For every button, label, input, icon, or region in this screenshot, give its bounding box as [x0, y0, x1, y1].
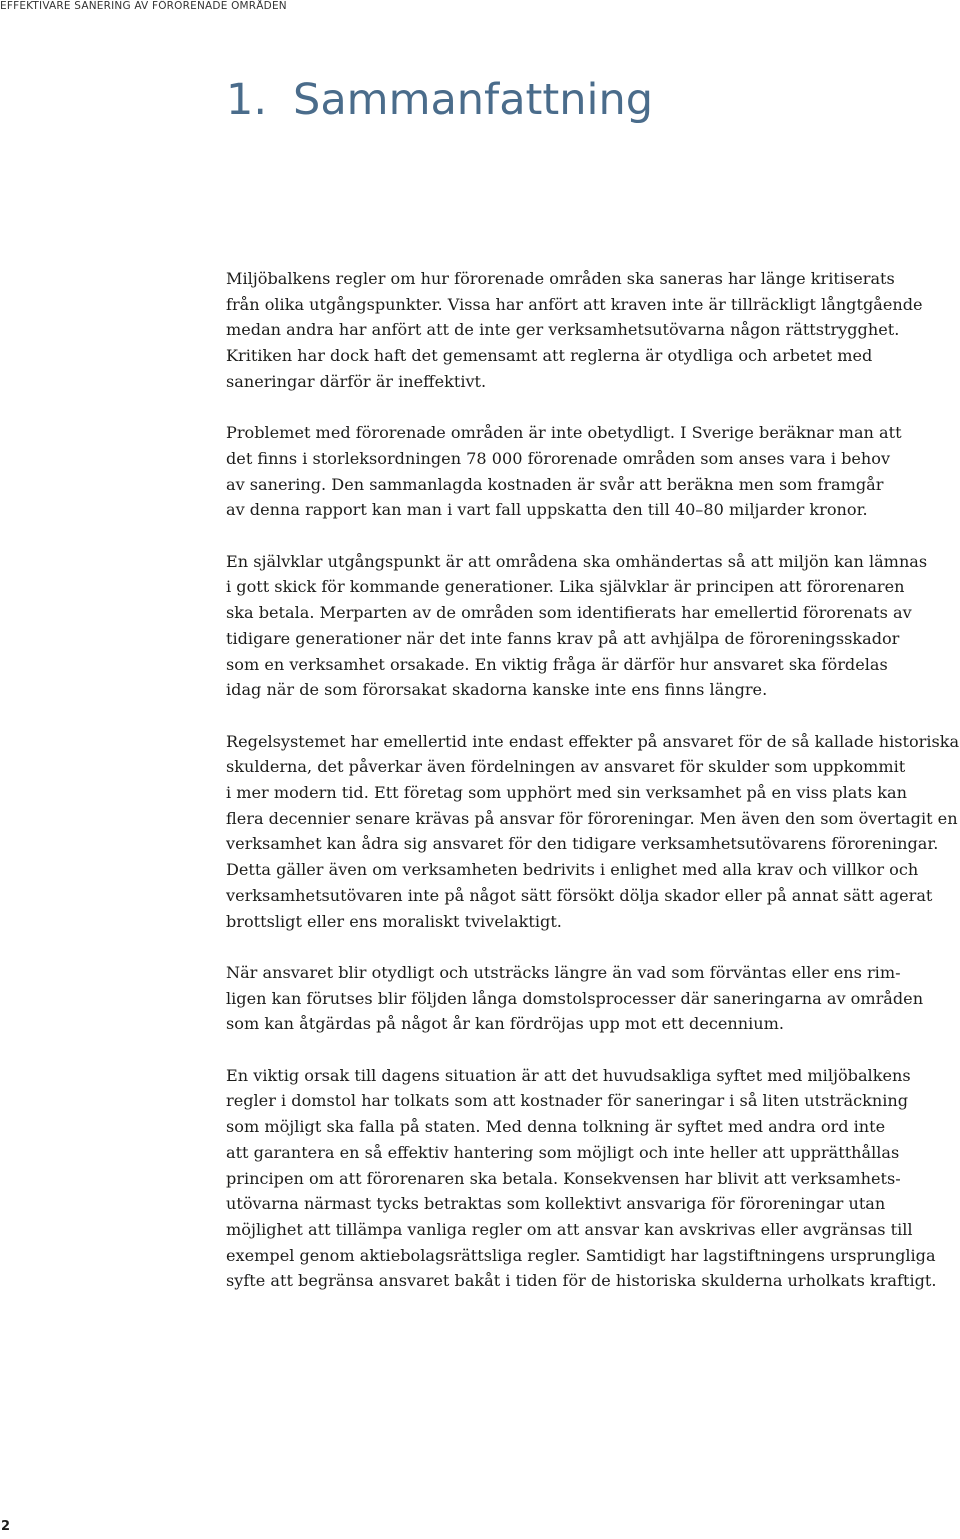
paragraph-6: En viktig orsak till dagens situation är att det huvudsakliga syftet med miljöbalkens regler i domstol har tolkats som att kostnader för saneringar i så liten utsträckning som möjligt ska falla på staten. Med denna tolkning är syftet med andra ord inte att garantera en så effektiv hantering som möjligt och inte heller att upprätthållas principen om att förorenaren ska betala. Konsekvensen har blivit att verksamhets- utövarna närmast tycks betraktas som kollektivt ansvariga för föroreningar utan möjlighet att tillämpa vanliga regler om att ansvar kan avskrivas eller avgränsas till exempel genom aktiebolagsrättsliga regler. Samtidigt har lagstiftningens ursprungliga syfte att begränsa ansvaret bakåt i tiden för de historiska skulderna urholkats kraftigt. [226, 1065, 937, 1291]
paragraph-4: Regelsystemet har emellertid inte endast effekter på ansvaret för de så kallade historiska skulderna, det påverkar även fördelningen av ansvaret för skulder som uppkommit i mer modern tid. Ett företag som upphört med sin verksamhet på en viss plats kan flera decennier senare krävas på ansvar för föroreningar. Men även den som övertagit en verksamhet kan ådra sig ansvaret för den tidigare verksamhetsutövarens föroreningar. Detta gäller även om verksamheten bedrivits i enlighet med alla krav och villkor och verksamhetsutövaren inte på något sätt försökt dölja skador eller på annat sätt agerat brottsligt eller ens moraliskt tvivelaktigt. [226, 731, 960, 931]
running-header: EFFEKTIVARE SANERING AV FÖRORENADE OMRÅDEN [0, 0, 287, 12]
paragraph-1: Miljöbalkens regler om hur förorenade områden ska saneras har länge kritiserats från olika utgångspunkter. Vissa har anfört att kraven inte är tillräckligt långtgående medan andra har anfört att de inte ger verksamhetsutövarna någon rättstrygghet. Kritiken har dock haft det gemensamt att reglerna är otydliga och arbetet med saneringar därför är ineffektivt. [226, 269, 923, 391]
chapter-number: 1. [226, 75, 268, 125]
page-number: 2 [1, 1519, 11, 1534]
paragraph-2: Problemet med förorenade områden är inte obetydligt. I Sverige beräknar man att det finns i storleksordningen 78 000 förorenade områden som anses vara i behov av sanering. Den sammanlagda kostnaden är svår att beräkna men som framgår av denna rapport kan man i vart fall uppskatta den till 40–80 miljarder kronor. [226, 423, 902, 520]
chapter-title [226, 70, 653, 130]
chapter-title-text: Sammanfattning [293, 75, 654, 125]
paragraph-3: En självklar utgångspunkt är att områdena ska omhändertas så att miljön kan lämnas i gott skick för kommande generationer. Lika självklar är principen att förorenaren ska betala. Merparten av de områden som identifierats har emellertid förorenats av tidigare generationer när det inte fanns krav på att avhjälpa de föroreningsskador som en verksamhet orsakade. En viktig fråga är därför hur ansvaret ska fördelas idag när de som förorsakat skadorna kanske inte ens finns längre. [226, 551, 928, 700]
summary-body [226, 266, 960, 1320]
paragraph-5: När ansvaret blir otydligt och utsträcks längre än vad som förväntas eller ens rim- ligen kan förutses blir följden långa domstolsprocesser där saneringarna av områden som kan åtgärdas på något år kan fördröjas upp mot ett decennium. [226, 962, 924, 1034]
